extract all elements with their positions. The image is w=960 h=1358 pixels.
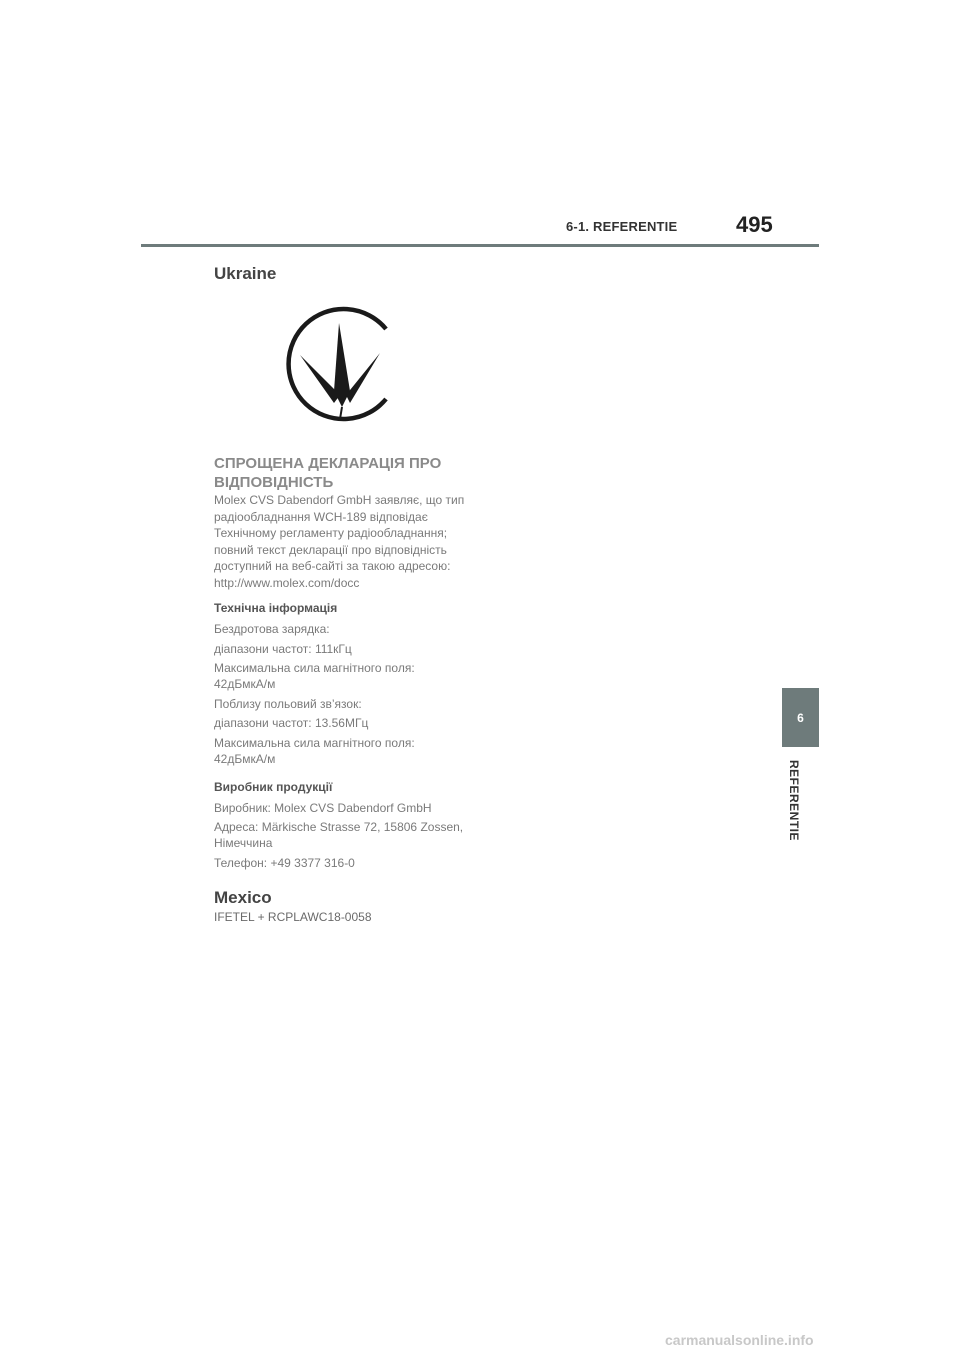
tech-info-line: 42дБмкА/м	[214, 752, 276, 766]
manufacturer-heading: Виробник продукції	[214, 780, 333, 794]
chapter-tab	[782, 688, 819, 747]
declaration-line: Molex CVS Dabendorf GmbH заявляє, що тип	[214, 493, 465, 507]
declaration-body	[214, 492, 484, 591]
footer-watermark: carmanualsonline.info	[665, 1332, 814, 1348]
ukrainian-conformity-mark-icon	[276, 303, 392, 425]
declaration-line: радіообладнання WCH-189 відповідає	[214, 509, 428, 524]
declaration-heading	[214, 454, 484, 492]
declaration-url: http://www.molex.com/docc	[214, 575, 360, 590]
manufacturer-line: Виробник: Molex CVS Dabendorf GmbH	[214, 801, 432, 815]
ukraine-heading: Ukraine	[214, 264, 277, 283]
declaration-line: повний текст декларації про відповідність	[214, 542, 447, 557]
tech-info-heading: Технічна інформація	[214, 601, 338, 615]
tech-info-line: Максимальна сила магнітного поля:	[214, 661, 415, 675]
chapter-label: REFERENTIE	[787, 760, 801, 842]
manufacturer-line: Німеччина	[214, 836, 273, 850]
tech-info-line: Максимальна сила магнітного поля:	[214, 736, 415, 750]
tech-info-line: 42дБмкА/м	[214, 677, 276, 691]
manufacturer-line: Телефон: +49 3377 316-0	[214, 856, 355, 870]
mexico-heading: Mexico	[214, 888, 272, 907]
mexico-code: IFETEL + RCPLAWC18-0058	[214, 910, 372, 924]
manufacturer-line: Адреса: Märkische Strasse 72, 15806 Zossen,	[214, 820, 464, 834]
tech-info-line: діапазони частот: 111кГц	[214, 642, 352, 656]
tech-info-line: діапазони частот: 13.56МГц	[214, 716, 369, 730]
declaration-heading-line: ВІДПОВІДНІСТЬ	[214, 474, 334, 491]
declaration-heading-line: СПРОЩЕНА ДЕКЛАРАЦІЯ ПРО	[214, 455, 442, 472]
chapter-number: 6	[797, 710, 804, 725]
tech-info-line: Бездротова зарядка:	[214, 622, 330, 636]
page-number: 495	[736, 212, 773, 237]
declaration-line: Технічному регламенту радіообладнання;	[214, 526, 448, 540]
header-divider	[141, 244, 819, 247]
tech-info-line: Поблизу польовий зв’язок:	[214, 697, 362, 711]
declaration-line: доступний на веб-сайті за такою адресою:	[214, 559, 451, 573]
section-title: 6-1. REFERENTIE	[566, 219, 678, 234]
